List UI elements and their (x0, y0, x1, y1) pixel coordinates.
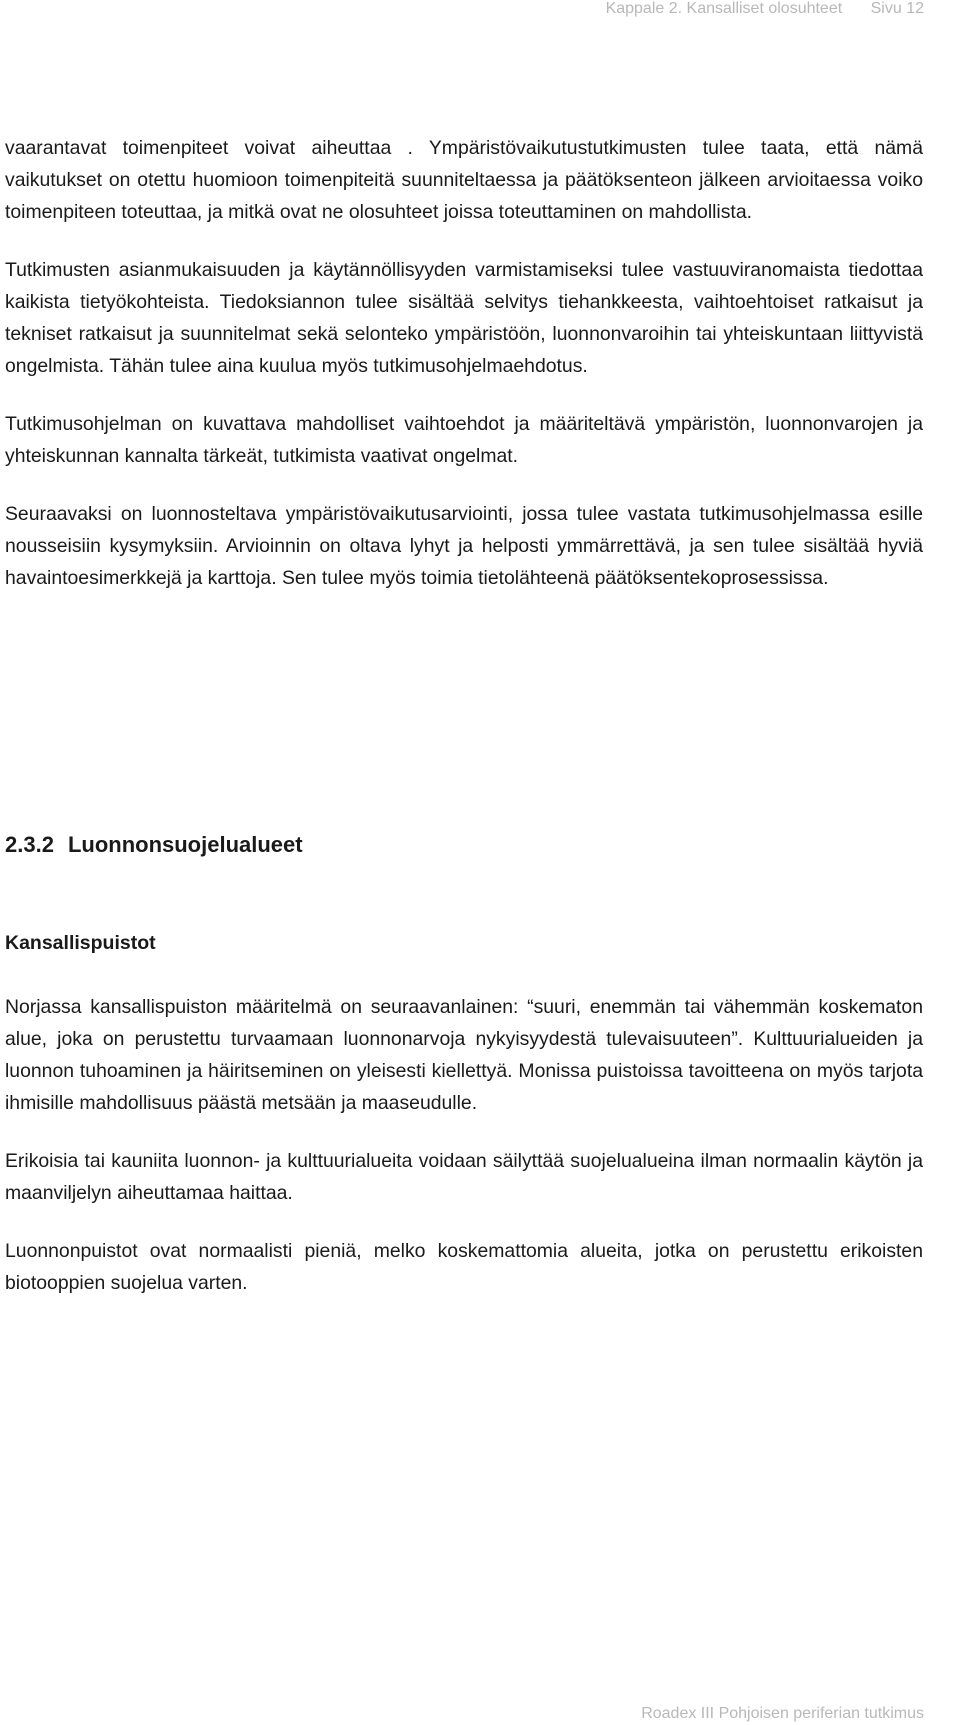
section-title: Luonnonsuojelualueet (67, 832, 303, 857)
main-text-bottom (5, 991, 923, 1325)
chapter-title: Kappale 2. Kansalliset olosuhteet (605, 0, 843, 17)
paragraph: Tutkimusten asianmukaisuuden ja käytännöllisyyden varmistamiseksi tulee vastuuviranomaista tiedottaa kaikista tietyökohteista. Tiedoksiannon tulee sisältää selvitys tiehankkeesta, vaihtoehtoiset ratkaisut ja tekniset ratkaisut ja suunnitelmat sekä selonteko ympäristöön, luonnonvaroihin tai yhteiskuntaan liittyvistä ongelmista. Tähän tulee aina kuulua myös tutkimusohjelmaehdotus. (5, 259, 923, 377)
section-heading (5, 832, 303, 858)
main-text-top (5, 132, 923, 620)
section-number: 2.3.2 (5, 832, 54, 857)
paragraph: Norjassa kansallispuiston määritelmä on seuraavanlainen: “suuri, enemmän tai vähemmän koskematon alue, joka on perustettu turvaamaan luonnonarvoja nykyisyydestä tulevaisuuteen”. Kulttuurialueiden ja luonnon tuhoaminen ja häiritseminen on yleisesti kiellettyä. Monissa puistoissa tavoitteena on myös tarjota ihmisille mahdollisuus päästä metsään ja maaseudulle. (5, 996, 923, 1114)
paragraph: Seuraavaksi on luonnosteltava ympäristövaikutusarviointi, jossa tulee vastata tutkimusohjelmassa esille nousseisiin kysymyksiin. Arvioinnin on oltava lyhyt ja helposti ymmärrettävä, ja sen tulee sisältää hyviä havaintoesimerkkejä ja karttoja. Sen tulee myös toimia tietolähteenä päätöksentekoprosessissa. (5, 503, 923, 589)
subsection-heading: Kansallispuistot (5, 932, 156, 954)
page-footer: Roadex III Pohjoisen periferian tutkimus (641, 1705, 924, 1722)
page-header (606, 0, 924, 18)
paragraph: Luonnonpuistot ovat normaalisti pieniä, melko koskemattomia alueita, jotka on perustettu erikoisten biotooppien suojelua varten. (5, 1240, 923, 1294)
paragraph: Tutkimusohjelman on kuvattava mahdolliset vaihtoehdot ja määriteltävä ympäristön, luonnonvarojen ja yhteiskunnan kannalta tärkeät, tutkimista vaativat ongelmat. (5, 413, 923, 467)
page-number: Sivu 12 (870, 0, 924, 17)
paragraph: vaarantavat toimenpiteet voivat aiheuttaa . Ympäristövaikutustutkimusten tulee taata, että nämä vaikutukset on otettu huomioon toimenpiteitä suunniteltaessa ja päätöksenteon jälkeen arvioitaessa voiko toimenpiteen toteuttaa, ja mitkä ovat ne olosuhteet joissa toteuttaminen on mahdollista. (5, 137, 923, 223)
paragraph: Erikoisia tai kauniita luonnon- ja kulttuurialueita voidaan säilyttää suojelualueina ilman normaalin käytön ja maanviljelyn aiheuttamaa haittaa. (5, 1150, 923, 1204)
